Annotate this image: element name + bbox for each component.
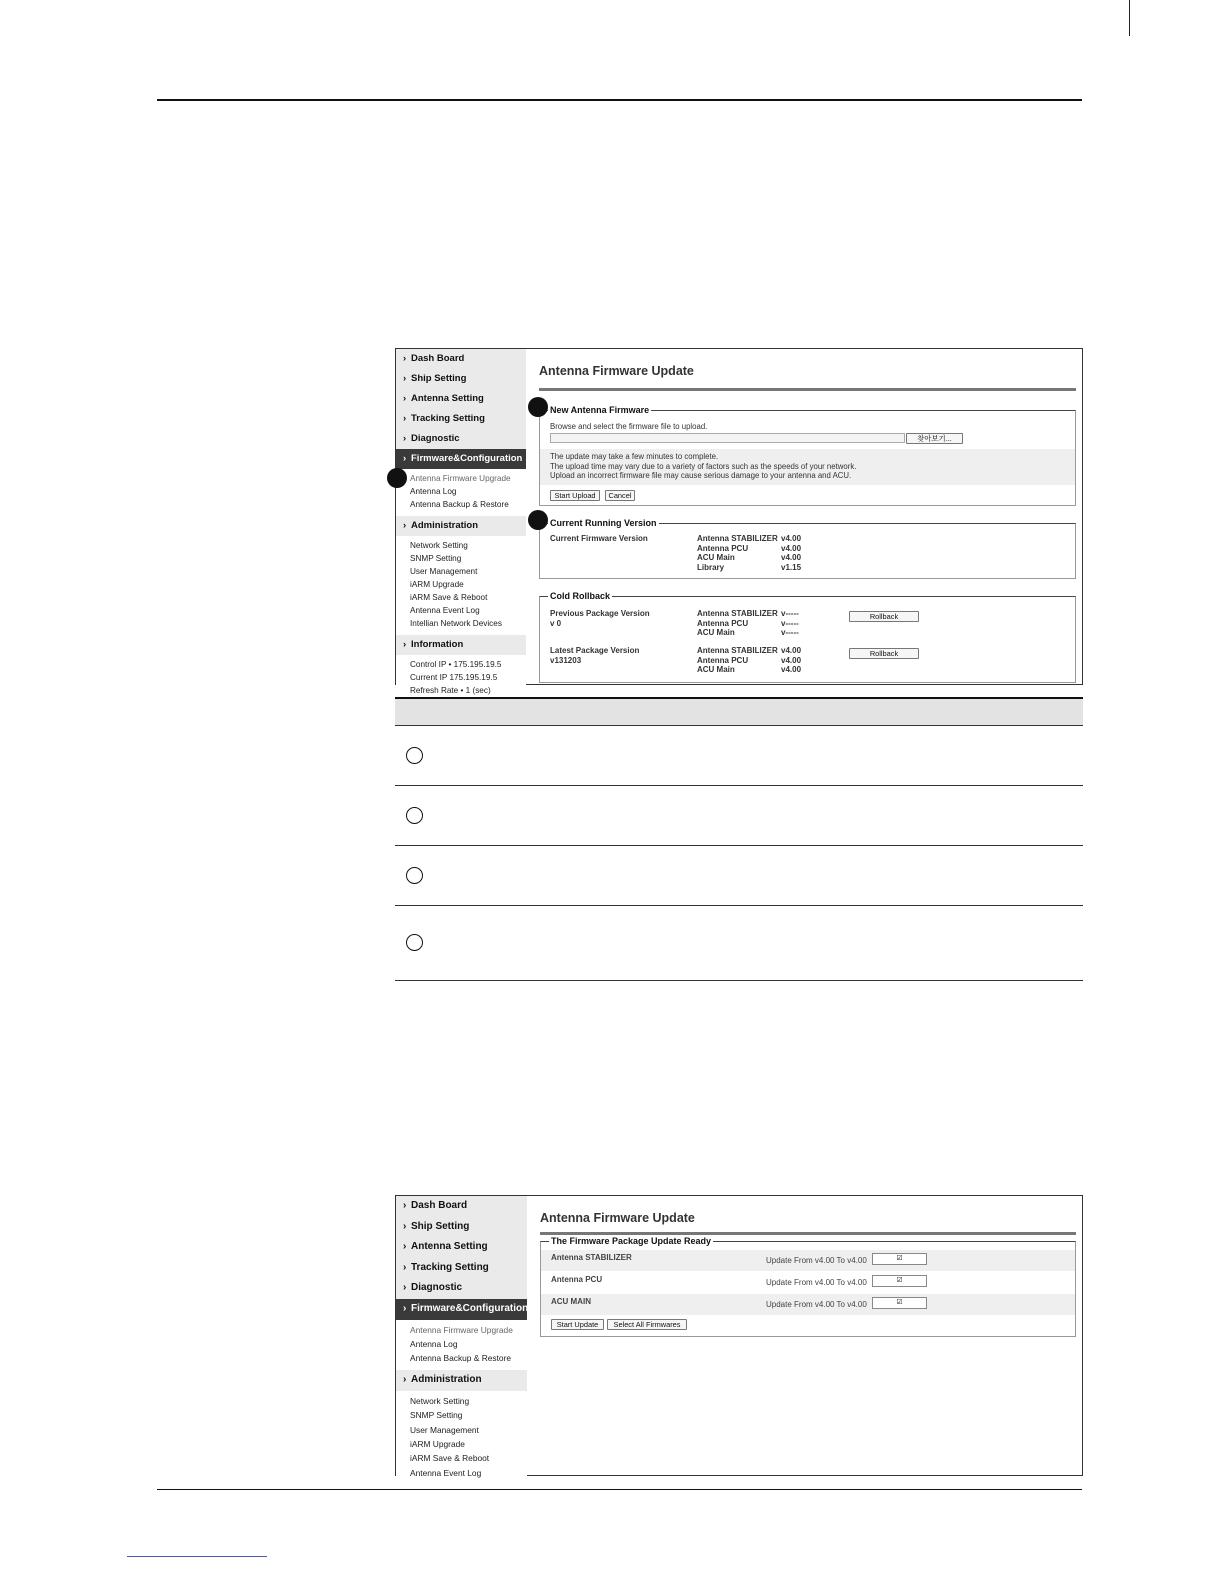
previous-value-pcu: v----- [781,618,799,628]
running-value-library: v1.15 [781,562,802,572]
main-content [526,349,1082,684]
sidebar [396,1196,529,1478]
sidebar-sub-network-setting[interactable]: Network Setting [410,541,468,550]
sidebar-firmware-submenu [396,1320,527,1371]
package-name: ACU MAIN [551,1297,591,1306]
sidebar-sub-antenna-event-log[interactable]: Antenna Event Log [410,1467,482,1478]
running-value-stabilizer: v4.00 [781,534,802,543]
table-header [395,697,1083,726]
start-upload-button[interactable]: Start Upload [550,490,600,501]
table-row [395,846,1083,906]
main-content [527,1196,1082,1475]
sidebar-item-ship-setting[interactable]: › Ship Setting [403,373,467,384]
info-current-ip: Current IP 175.195.19.5 [410,673,498,682]
package-checkbox[interactable]: ☑ [872,1253,927,1265]
sidebar-sub-intellian-network-devices[interactable]: Intellian Network Devices [410,619,502,628]
previous-name-stabilizer: Antenna STABILIZER [697,609,778,618]
sidebar-item-dash-board[interactable]: › Dash Board [403,353,465,364]
page-title: Antenna Firmware Update [539,364,694,378]
previous-value-stabilizer: v----- [781,609,799,618]
sidebar-item-information[interactable]: › Information [403,639,464,650]
sidebar-info-submenu [396,655,526,702]
package-row-stabilizer [541,1250,1075,1271]
footer-rule [157,1489,1082,1490]
sidebar-sub-snmp-setting[interactable]: SNMP Setting [410,554,462,563]
package-update-text: Update From v4.00 To v4.00 [766,1256,867,1265]
browse-button[interactable]: 찾아보기... [906,433,963,444]
sidebar-item-diagnostic[interactable]: › Diagnostic [403,433,460,444]
package-row-pcu [541,1272,1075,1293]
running-value-acu-main: v4.00 [781,553,802,563]
title-underline [540,1232,1076,1235]
running-name-library: Library [697,562,725,572]
latest-value-pcu: v4.00 [781,655,802,665]
package-update-text: Update From v4.00 To v4.00 [766,1278,867,1287]
note-line-3: Upload an incorrect firmware file may cause serious damage to your antenna and ACU. [550,471,852,480]
previous-name-pcu: Antenna PCU [697,618,749,628]
previous-value-acu-main: v----- [781,628,799,638]
note-line-1: The update may take a few minutes to complete. [550,452,719,461]
package-name: Antenna PCU [551,1275,603,1284]
previous-package-label: Previous Package Version [550,609,650,618]
page-title: Antenna Firmware Update [540,1211,695,1225]
running-name-acu-main: ACU Main [697,553,735,563]
running-name-stabilizer: Antenna STABILIZER [697,534,778,543]
sidebar-item-antenna-setting[interactable]: › Antenna Setting [403,1241,488,1253]
row-number-circle [406,867,423,884]
browse-hint: Browse and select the firmware file to upload. [550,422,708,431]
sidebar-sub-snmp-setting[interactable]: SNMP Setting [410,1410,463,1421]
rollback-previous-button[interactable]: Rollback [849,611,919,622]
row-number-circle [406,807,423,824]
sidebar-item-tracking-setting[interactable]: › Tracking Setting [403,413,485,424]
header-rule [157,99,1082,101]
info-control-ip: Control IP • 175.195.19.5 [410,660,502,669]
table-row [395,906,1083,981]
package-update-group [540,1236,1076,1337]
sidebar-sub-user-management[interactable]: User Management [410,567,478,576]
running-version-group [539,518,1076,579]
package-update-legend: The Firmware Package Update Ready [551,1236,712,1246]
sidebar-admin-submenu [396,536,526,635]
sidebar-sub-network-setting[interactable]: Network Setting [410,1396,470,1407]
sidebar-item-firmware-configuration[interactable]: › Firmware&Configuration [396,1299,527,1320]
sidebar-sub-iarm-save-reboot[interactable]: iARM Save & Reboot [410,1453,490,1464]
sidebar-item-administration[interactable]: › Administration [403,1374,482,1386]
title-underline [539,388,1076,391]
sidebar-sub-antenna-firmware-upgrade[interactable]: Antenna Firmware Upgrade [410,1324,513,1335]
new-firmware-group [539,405,1076,506]
new-firmware-legend: New Antenna Firmware [550,405,650,415]
sidebar-item-administration[interactable]: › Administration [403,520,479,531]
callout-marker-sidebar [387,468,407,488]
note-line-2: The upload time may vary due to a variety of factors such as the speeds of your network. [550,461,857,471]
sidebar-admin-submenu [396,1391,527,1485]
description-table [395,697,1083,981]
select-all-firmwares-button[interactable]: Select All Firmwares [607,1319,687,1330]
latest-name-acu-main: ACU Main [697,665,735,675]
rollback-latest-button[interactable]: Rollback [849,648,919,659]
sidebar-item-ship-setting[interactable]: › Ship Setting [403,1220,470,1232]
sidebar-sub-user-management[interactable]: User Management [410,1424,479,1435]
footer-link-underline [127,1556,267,1557]
running-name-pcu: Antenna PCU [697,543,749,553]
info-refresh-rate: Refresh Rate • 1 (sec) [410,686,491,695]
sidebar-sub-iarm-save-reboot[interactable]: iARM Save & Reboot [410,593,488,602]
cancel-button[interactable]: Cancel [605,490,635,501]
table-row [395,726,1083,786]
callout-marker-new-firmware [528,397,548,417]
sidebar-sub-iarm-upgrade[interactable]: iARM Upgrade [410,580,464,589]
sidebar-sub-iarm-upgrade[interactable]: iARM Upgrade [410,1438,465,1449]
latest-package-version: v131203 [550,655,582,665]
sidebar-item-tracking-setting[interactable]: › Tracking Setting [403,1261,489,1273]
cold-rollback-legend: Cold Rollback [550,591,611,601]
latest-name-pcu: Antenna PCU [697,655,749,665]
row-number-circle [406,747,423,764]
latest-value-stabilizer: v4.00 [781,646,802,655]
package-update-text: Update From v4.00 To v4.00 [766,1300,867,1309]
row-number-circle [406,934,423,951]
firmware-file-input[interactable] [550,433,905,443]
table-row [395,786,1083,846]
cold-rollback-group [539,591,1076,683]
sidebar-sub-antenna-event-log[interactable]: Antenna Event Log [410,606,480,615]
latest-value-acu-main: v4.00 [781,665,802,675]
start-update-button[interactable]: Start Update [551,1319,604,1330]
package-checkbox[interactable]: ☑ [872,1297,927,1309]
sidebar-item-diagnostic[interactable]: › Diagnostic [403,1282,463,1294]
previous-name-acu-main: ACU Main [697,628,735,638]
latest-name-stabilizer: Antenna STABILIZER [697,646,778,655]
sidebar [396,349,526,695]
sidebar-item-antenna-setting[interactable]: › Antenna Setting [403,393,484,404]
current-firmware-version-label: Current Firmware Version [550,534,648,543]
running-value-pcu: v4.00 [781,543,802,553]
sidebar-firmware-submenu [396,469,526,516]
screenshot-firmware-update [395,348,1083,695]
package-checkbox[interactable]: ☑ [872,1275,927,1287]
previous-package-version: v 0 [550,618,562,628]
page-edge-mark [1129,0,1130,36]
package-row-acu-main [541,1294,1075,1315]
callout-marker-running-version [528,510,548,530]
sidebar-item-firmware-configuration[interactable]: › Firmware&Configuration [396,449,526,469]
sidebar-sub-antenna-log[interactable]: Antenna Log [410,1338,458,1349]
latest-package-label: Latest Package Version [550,646,640,655]
sidebar-item-dash-board[interactable]: › Dash Board [403,1200,468,1211]
running-version-legend: Current Running Version [550,518,657,528]
package-name: Antenna STABILIZER [551,1253,632,1262]
screenshot-package-update [395,1195,1083,1476]
sidebar-sub-antenna-firmware-upgrade[interactable]: Antenna Firmware Upgrade [410,474,511,483]
sidebar-sub-antenna-log[interactable]: Antenna Log [410,487,457,496]
sidebar-sub-antenna-backup-restore[interactable]: Antenna Backup & Restore [410,500,509,509]
sidebar-sub-antenna-backup-restore[interactable]: Antenna Backup & Restore [410,1353,512,1364]
